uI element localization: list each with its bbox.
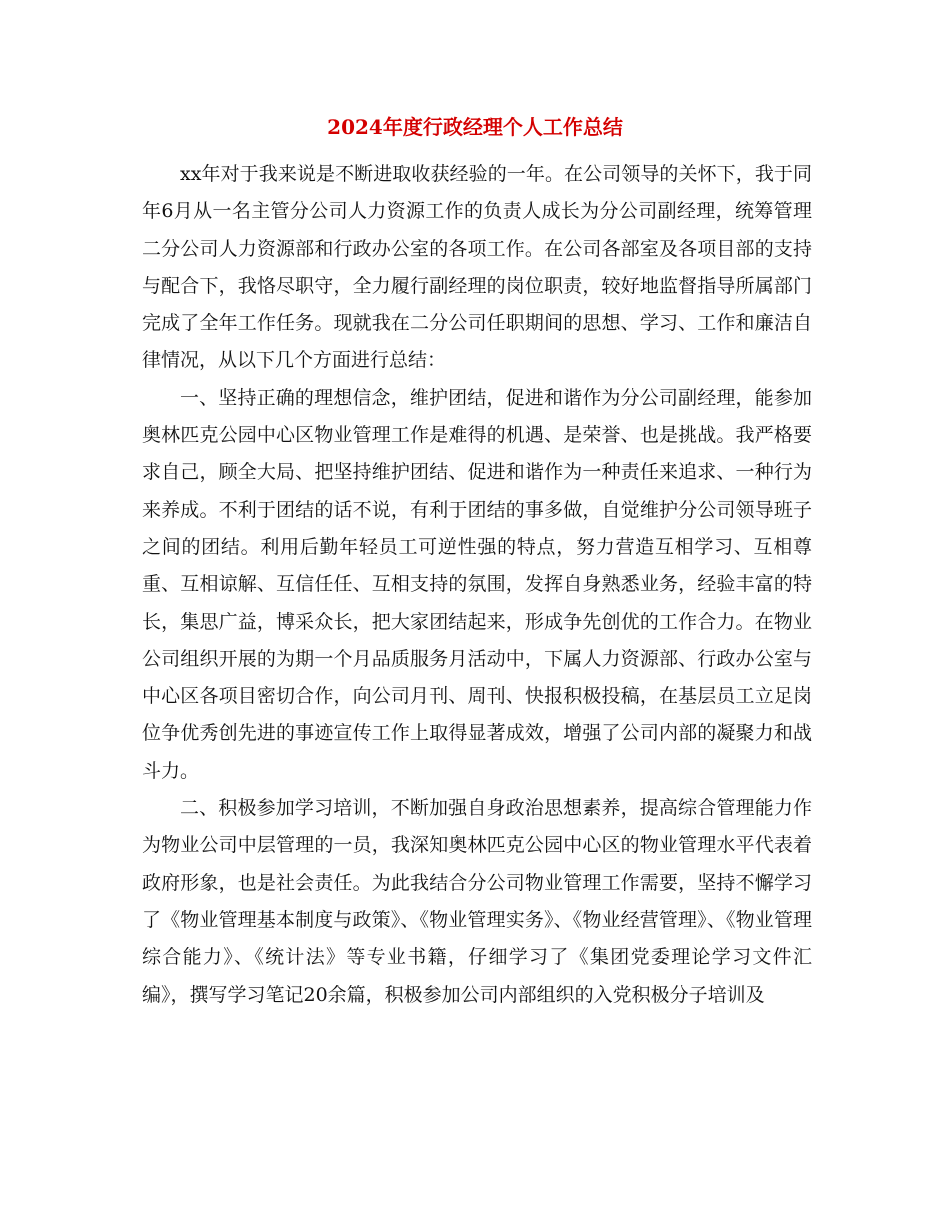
document-body xyxy=(142,156,812,1014)
document-title: 2024年度行政经理个人工作总结 xyxy=(327,115,623,139)
paragraph-intro: xx年对于我来说是不断进取收获经验的一年。在公司领导的关怀下，我于同年6月从一名主管分公司人力资源工作的负责人成长为分公司副经理，统筹管理二分公司人力资源部和行政办公室的各项工作。在公司各部室及各项目部的支持与配合下，我恪尽职守，全力履行副经理的岗位职责，较好地监督指导所属部门完成了全年工作任务。现就我在二分公司任职期间的思想、学习、工作和廉洁自律情况，从以下几个方面进行总结： xyxy=(142,163,812,372)
paragraph-section-2: 二、积极参加学习培训，不断加强自身政治思想素养，提高综合管理能力作为物业公司中层管理的一员，我深知奥林匹克公园中心区的物业管理水平代表着政府形象，也是社会责任。为此我结合分公司物业管理工作需要，坚持不懈学习了《物业管理基本制度与政策》、《物业管理实务》、《物业经营管理》、《物业管理综合能力》、《统计法》等专业书籍，仔细学习了《集团党委理论学习文件汇编》，撰写学习笔记20余篇，积极参加公司内部组织的入党积极分子培训及 xyxy=(142,797,812,1006)
paragraph-section-1: 一、坚持正确的理想信念，维护团结，促进和谐作为分公司副经理，能参加奥林匹克公园中心区物业管理工作是难得的机遇、是荣誉、也是挑战。我严格要求自己，顾全大局、把坚持维护团结、促进和谐作为一种责任来追求、一种行为来养成。不利于团结的话不说，有利于团结的事多做，自觉维护分公司领导班子之间的团结。利用后勤年轻员工可逆性强的特点，努力营造互相学习、互相尊重、互相谅解、互信任任、互相支持的氛围，发挥自身熟悉业务，经验丰富的特长，集思广益，博采众长，把大家团结起来，形成争先创优的工作合力。在物业公司组织开展的为期一个月品质服务月活动中，下属人力资源部、行政办公室与中心区各项目密切合作，向公司月刊、周刊、快报积极投稿，在基层员工立足岗位争优秀创先进的事迹宣传工作上取得显著成效，增强了公司内部的凝聚力和战斗力。 xyxy=(142,386,812,782)
